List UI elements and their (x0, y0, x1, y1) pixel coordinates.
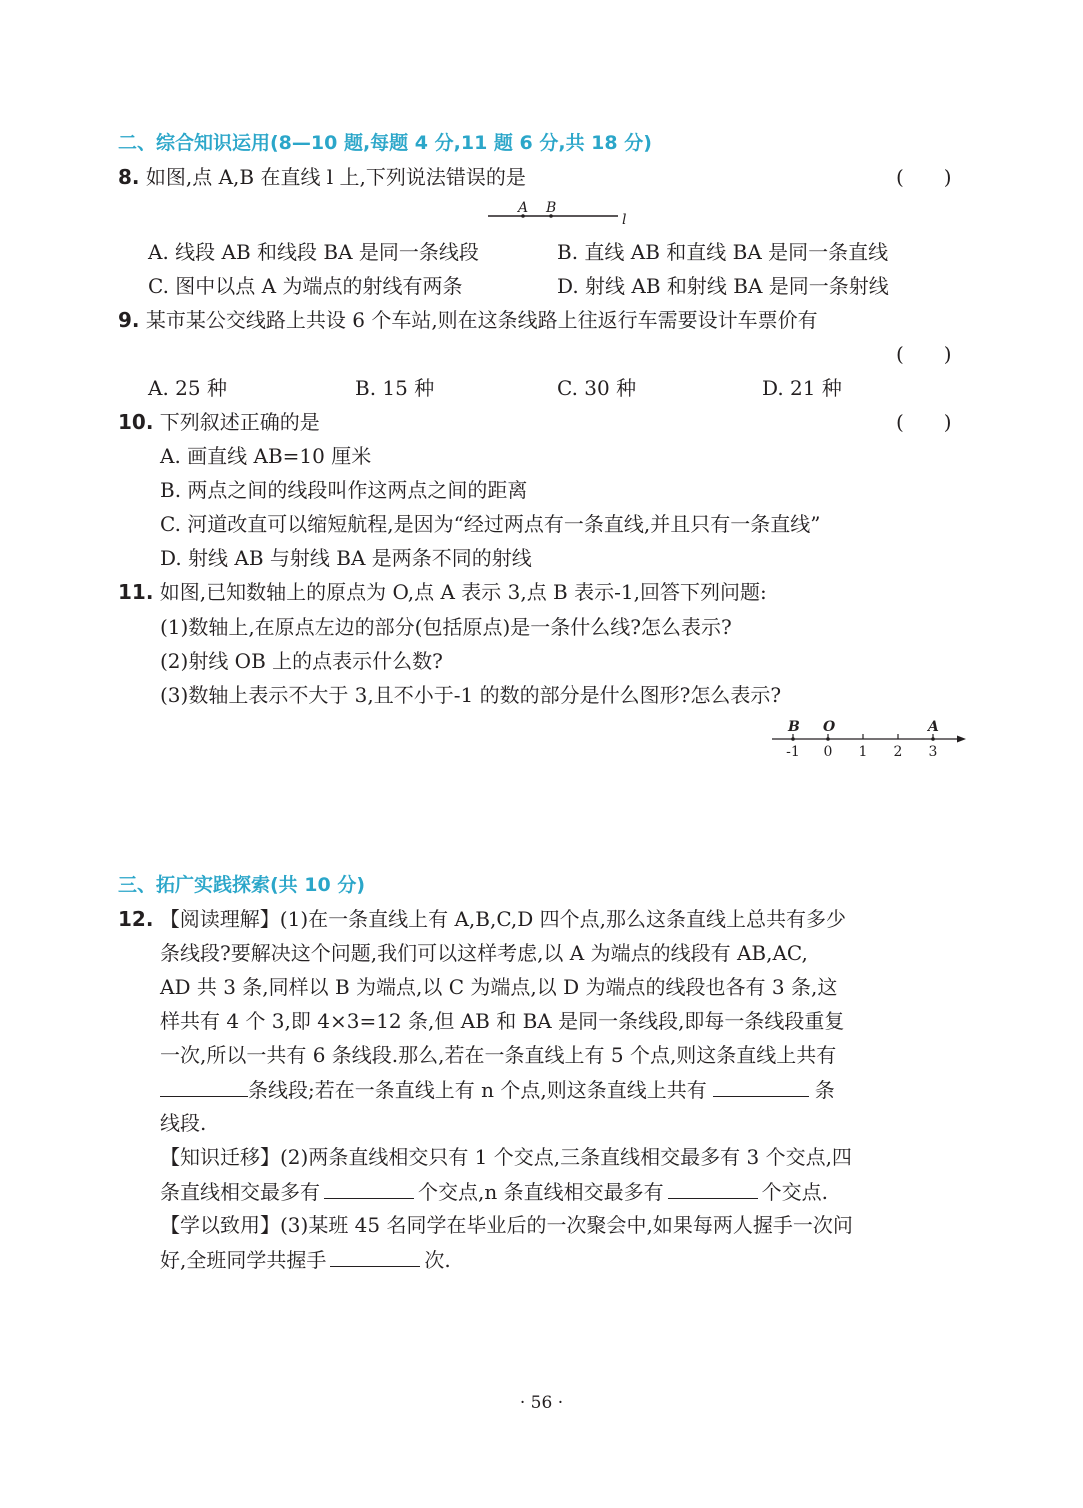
question-12-line-9-text-c: 个交点. (761, 1180, 828, 1204)
question-12-line-4: 样共有 4 个 3,即 4×3=12 条,但 AB 和 BA 是同一条线段,即每一条线段重复 (160, 1009, 845, 1033)
question-9-answer-paren: ( ) (896, 342, 952, 366)
question-11-number: 11. (118, 580, 154, 604)
axis-tick-label: 3 (928, 744, 938, 760)
question-11-part-2: (2)射线 OB 上的点表示什么数? (160, 649, 443, 673)
question-8-stem (118, 164, 526, 190)
question-12-line-1 (118, 906, 846, 932)
question-9-option-c: C. 30 种 (557, 376, 637, 400)
axis-tick-label: -1 (786, 744, 800, 760)
question-12-line-5: 一次,所以一共有 6 条线段.那么,若在一条直线上有 5 个点,则这条直线上共有 (160, 1043, 837, 1067)
question-12-line-9-text-a: 条直线相交最多有 (160, 1180, 320, 1204)
question-10-text: 下列叙述正确的是 (159, 410, 320, 434)
axis-tick-label: 1 (858, 744, 868, 760)
question-8-option-d: D. 射线 AB 和射线 BA 是同一条射线 (557, 274, 889, 298)
question-8-option-c: C. 图中以点 A 为端点的射线有两条 (148, 274, 463, 298)
question-8-line-figure (480, 196, 640, 226)
question-12-line-9 (160, 1178, 828, 1205)
figure-point-b-label: B (546, 200, 557, 216)
question-12-line-6-end: 条 (814, 1078, 835, 1102)
question-9-option-b: B. 15 种 (355, 376, 435, 400)
question-9-option-d: D. 21 种 (762, 376, 842, 400)
section-3-title: 三、拓广实践探索(共 10 分) (118, 874, 366, 896)
question-10-option-c: C. 河道改直可以缩短航程,是因为“经过两点有一条直线,并且只有一条直线” (160, 512, 821, 536)
axis-point-o-label: O (823, 719, 836, 735)
question-12-line-8: 【知识迁移】(2)两条直线相交只有 1 个交点,三条直线相交最多有 3 个交点,四 (160, 1145, 852, 1169)
question-8-answer-paren: ( ) (896, 165, 952, 189)
answer-blank-4[interactable] (668, 1178, 758, 1199)
answer-blank-1[interactable] (160, 1076, 248, 1097)
question-11-stem (118, 579, 767, 605)
figure-line-l-label: l (622, 212, 627, 226)
section-2-title: 二、综合知识运用(8—10 题,每题 4 分,11 题 6 分,共 18 分) (118, 132, 652, 154)
question-10-number: 10. (118, 410, 154, 434)
question-9-text: 某市某公交线路上共设 6 个车站,则在这条线路上往返行车需要设计车票价有 (145, 308, 818, 332)
question-12-number: 12. (118, 907, 154, 931)
axis-tick-label: 0 (823, 744, 833, 760)
question-10-stem (118, 409, 320, 435)
question-12-line-9-text-b: 个交点,n 条直线相交最多有 (418, 1180, 664, 1204)
question-8-option-b: B. 直线 AB 和直线 BA 是同一条直线 (557, 240, 889, 264)
question-12-line-7: 线段. (160, 1111, 207, 1135)
answer-blank-5[interactable] (330, 1246, 420, 1267)
question-8-option-a: A. 线段 AB 和线段 BA 是同一条线段 (148, 240, 479, 264)
question-12-line-10: 【学以致用】(3)某班 45 名同学在毕业后的一次聚会中,如果每两人握手一次问 (160, 1213, 853, 1237)
question-10-option-d: D. 射线 AB 与射线 BA 是两条不同的射线 (160, 546, 532, 570)
axis-point-b-label: B (788, 719, 800, 735)
question-9-number: 9. (118, 308, 140, 332)
question-10-option-a: A. 画直线 AB=10 厘米 (160, 444, 372, 468)
question-8-number: 8. (118, 165, 140, 189)
question-12-line-11-text-b: 次. (424, 1248, 451, 1272)
question-11-text: 如图,已知数轴上的原点为 O,点 A 表示 3,点 B 表示-1,回答下列问题: (159, 580, 767, 604)
question-12-line-11 (160, 1246, 451, 1273)
axis-point-a-label: A (928, 719, 939, 735)
axis-tick-label: 2 (893, 744, 903, 760)
answer-blank-3[interactable] (324, 1178, 414, 1199)
question-12-line-6-text: 条线段;若在一条直线上有 n 个点,则这条直线上共有 (248, 1078, 707, 1102)
answer-blank-2[interactable] (713, 1076, 809, 1097)
page-number: · 56 · (519, 1393, 564, 1413)
figure-point-a-label: A (518, 200, 529, 216)
question-12-line-2: 条线段?要解决这个问题,我们可以这样考虑,以 A 为端点的线段有 AB,AC, (160, 941, 808, 965)
question-8-text: 如图,点 A,B 在直线 l 上,下列说法错误的是 (145, 165, 526, 189)
question-11-number-line (768, 714, 973, 762)
question-9-option-a: A. 25 种 (148, 376, 227, 400)
question-12-line-6 (160, 1076, 835, 1103)
question-10-option-b: B. 两点之间的线段叫作这两点之间的距离 (160, 478, 528, 502)
question-12-text-1: 【阅读理解】(1)在一条直线上有 A,B,C,D 四个点,那么这条直线上总共有多少 (159, 907, 847, 931)
question-10-answer-paren: ( ) (896, 410, 952, 434)
question-9-stem (118, 307, 818, 333)
question-12-line-11-text-a: 好,全班同学共握手 (160, 1248, 327, 1272)
question-11-part-1: (1)数轴上,在原点左边的部分(包括原点)是一条什么线?怎么表示? (160, 615, 732, 639)
question-11-part-3: (3)数轴上表示不大于 3,且不小于-1 的数的部分是什么图形?怎么表示? (160, 683, 782, 707)
question-12-line-3: AD 共 3 条,同样以 B 为端点,以 C 为端点,以 D 为端点的线段也各有 3 条,这 (160, 975, 838, 999)
